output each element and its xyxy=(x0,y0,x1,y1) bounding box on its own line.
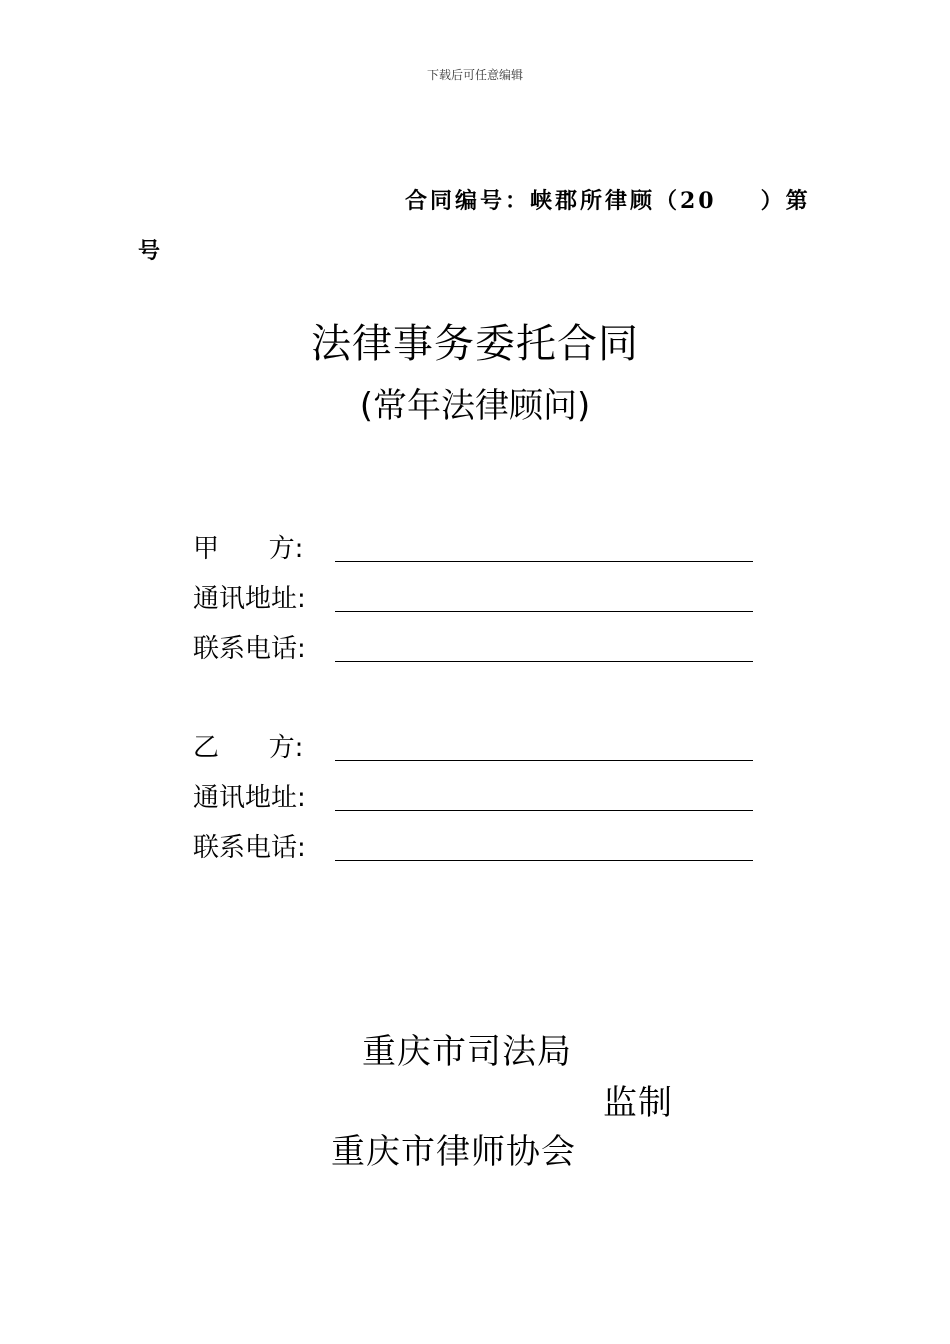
party-b-phone-field xyxy=(193,823,753,863)
party-b-phone-label: 联系电话: xyxy=(193,833,306,863)
contract-number-suffix: ）第 xyxy=(760,188,811,214)
document-title: 法律事务委托合同 xyxy=(311,321,639,367)
party-a-address-label: 通讯地址: xyxy=(193,584,306,614)
party-a-address-blank[interactable] xyxy=(335,611,753,612)
issuer-lawyers-association: 重庆市律师协会 xyxy=(331,1132,576,1172)
party-a-address-field xyxy=(193,574,753,614)
contract-number-prefix: 合同编号：峡郡所律顾（20 xyxy=(405,188,717,214)
party-b-phone-blank[interactable] xyxy=(335,860,753,861)
party-b-name-field xyxy=(193,723,753,763)
party-b-name-label: 乙 方: xyxy=(193,733,304,763)
contract-number-wrap: 号 xyxy=(138,238,161,264)
party-a-name-blank[interactable] xyxy=(335,561,753,562)
party-a-phone-label: 联系电话: xyxy=(193,634,306,664)
party-b-address-field xyxy=(193,773,753,813)
party-a-phone-blank[interactable] xyxy=(335,661,753,662)
party-a-phone-field xyxy=(193,624,753,664)
party-b-name-blank[interactable] xyxy=(335,760,753,761)
contract-number xyxy=(405,184,811,215)
issuer-justice-bureau: 重庆市司法局 xyxy=(362,1032,572,1072)
party-b-address-blank[interactable] xyxy=(335,810,753,811)
document-subtitle: (常年法律顾问) xyxy=(359,386,591,426)
supervised-by: 监制 xyxy=(603,1083,673,1123)
party-b-address-label: 通讯地址: xyxy=(193,783,306,813)
party-a-name-field xyxy=(193,524,753,564)
header-note: 下载后可任意编辑 xyxy=(426,68,523,82)
party-a-name-label: 甲 方: xyxy=(193,534,304,564)
